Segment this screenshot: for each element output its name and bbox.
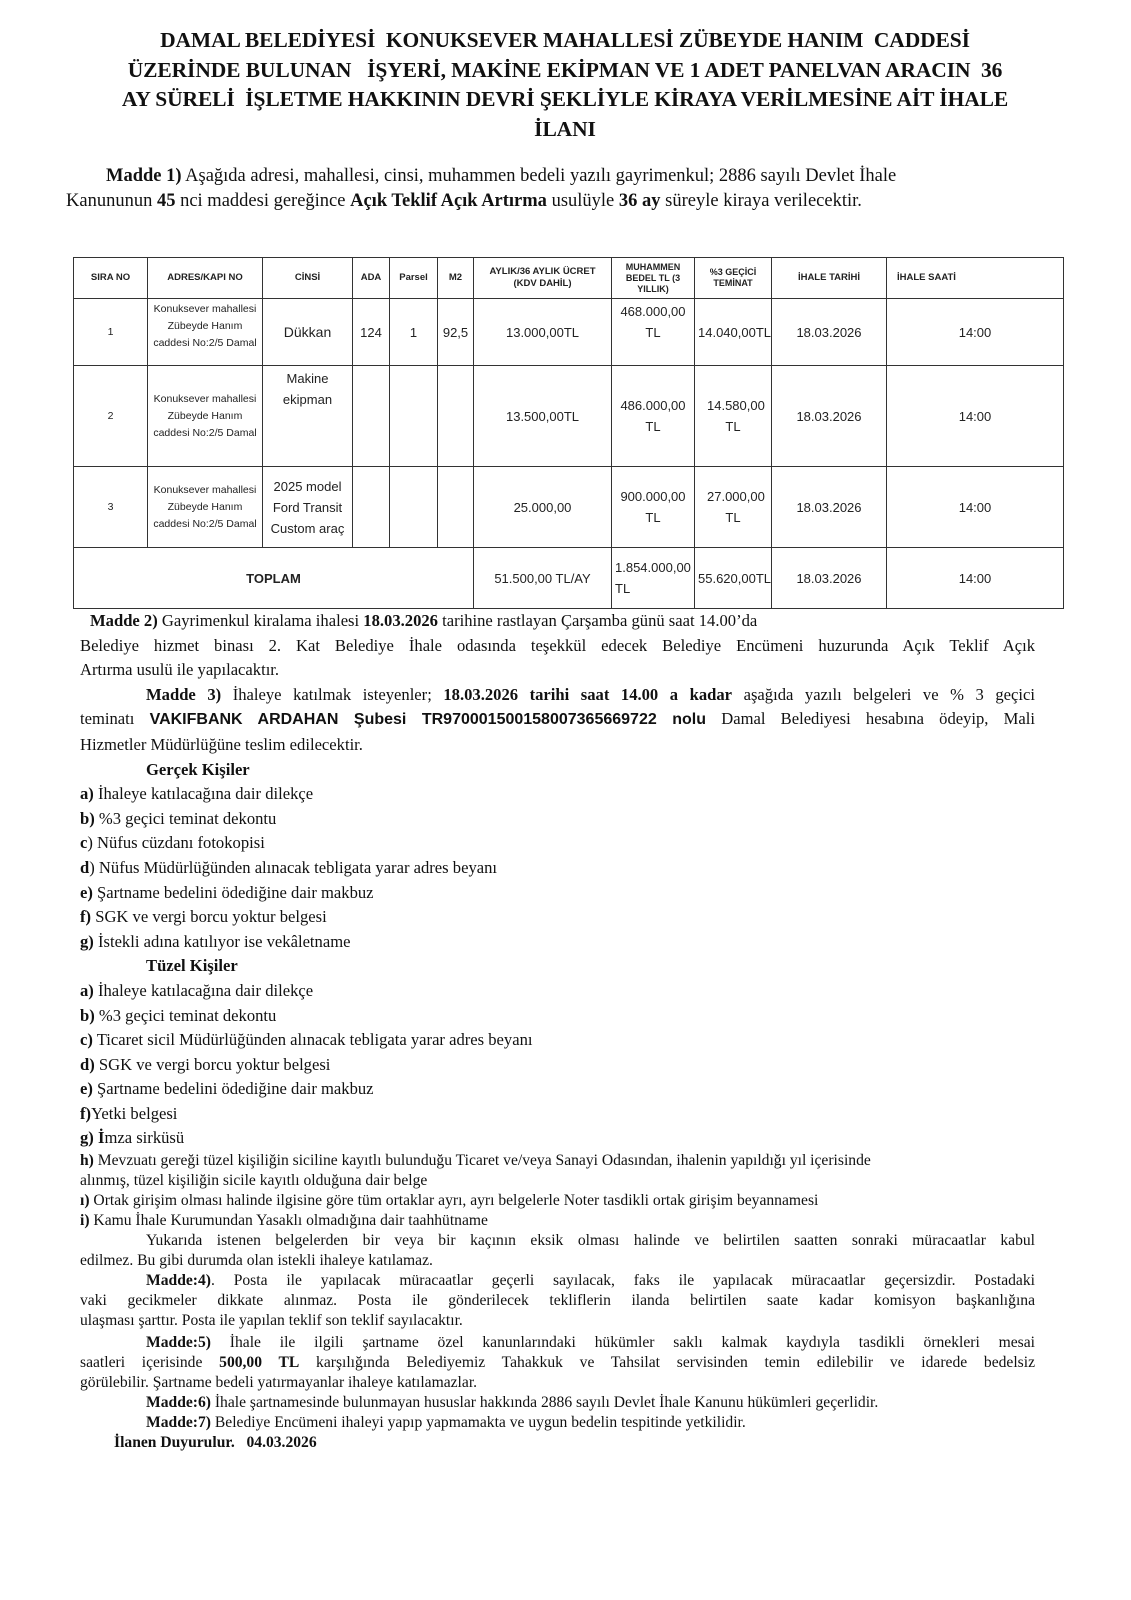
total-aylik: 51.500,00 TL/AY [474,548,612,609]
cell-ada: 124 [353,299,390,366]
madde-6: Madde:6) İhale şartnamesinde bulunmayan hususlar hakkında 2886 sayılı Devlet İhale Kanunu hükümleri geçerlidir. [146,1394,879,1412]
total-teminat: 55.620,00TL [695,548,772,609]
title-line: DAMAL BELEDİYESİ KONUKSEVER MAHALLESİ ZÜBEYDE HANIM CADDESİ [160,28,970,52]
section-heading-tuzel: Tüzel Kişiler [146,956,238,976]
cell-adres: Konuksever mahallesi Zübeyde Hanım caddesi No:2/5 Damal [148,467,263,548]
header-tarih: İHALE TARİHİ [772,258,887,299]
header-sira-no: SIRA NO [74,258,148,299]
madde-2: Madde 2) Gayrimenkul kiralama ihalesi 18.03.2026 tarihine rastlayan Çarşamba günü saat 14.00’da [90,611,758,630]
cell-ada [353,467,390,548]
header-parsel: Parsel [390,258,438,299]
table-header-row [74,258,1064,299]
cell-muhammen: 486.000,00 TL [612,366,695,467]
cell-adres: Konuksever mahallesi Zübeyde Hanım caddesi No:2/5 Damal [148,299,263,366]
table-total-row [74,548,1064,609]
table-row [74,467,1064,548]
header-teminat: %3 GEÇİCİ TEMİNAT [695,258,772,299]
cell-m2 [438,366,474,467]
cell-aylik: 13.500,00TL [474,366,612,467]
cell-teminat: 14.580,00 TL [695,366,772,467]
list-item: a) İhaleye katılacağına dair dilekçe [80,980,314,1000]
list-item: ı) Ortak girişim olması halinde ilgisine göre tüm ortaklar ayrı, ayrı belgelerle Noter tasdikli ortak girişim beyannamesi [80,1192,819,1210]
section-heading-gercek: Gerçek Kişiler [146,759,250,779]
list-item: b) %3 geçici teminat dekontu [80,808,277,828]
header-aylik: AYLIK/36 AYLIK ÜCRET (KDV DAHİL) [474,258,612,299]
cell-saat: 14:00 [887,299,1064,366]
cell-muhammen: 900.000,00 TL [612,467,695,548]
title-line: AY SÜRELİ İŞLETME HAKKININ DEVRİ ŞEKLİYLE KİRAYA VERİLMESİNE AİT İHALE [121,87,1009,111]
table-row [74,299,1064,366]
cell-m2 [438,467,474,548]
list-item: d) SGK ve vergi borcu yoktur belgesi [80,1054,331,1074]
cell-parsel [390,467,438,548]
madde-label: Madde 1) [106,166,182,186]
madde-3: Madde 3) İhaleye katılmak isteyenler; 18.03.2026 tarihi saat 14.00 a kadar aşağıda yazılı belgeleri ve % 3 geçici [146,684,1035,704]
madde-5: Madde:5) İhale ile ilgili şartname özel kanunlarındaki hükümler saklı kalmak kaydıyla tasdikli örnekleri mesai [146,1334,1035,1352]
list-item: f)Yetki belgesi [80,1103,178,1123]
header-muhammen: MUHAMMEN BEDEL TL (3 YILLIK) [612,258,695,299]
header-ada: ADA [353,258,390,299]
total-muhammen: 1.854.000,00 TL [612,548,695,609]
list-item: g) İstekli adına katılıyor ise vekâletname [80,931,351,951]
cell-aylik: 25.000,00 [474,467,612,548]
cell-sira-no: 3 [74,467,148,548]
cell-sira-no: 1 [74,299,148,366]
total-saat: 14:00 [887,548,1064,609]
eksik-belge-note: Yukarıda istenen belgelerden bir veya bir kaçının eksik olması halinde ve belirtilen saatten sonraki müracaatlar kabul [146,1232,1035,1250]
title-line: İLANI [534,116,596,141]
header-cinsi: CİNSİ [263,258,353,299]
list-item: i) Kamu İhale Kurumundan Yasaklı olmadığına dair taahhütname [80,1212,488,1230]
list-item: e) Şartname bedelini ödediğine dair makbuz [80,1079,374,1099]
list-item: h) Mevzuatı gereği tüzel kişiliğin siciline kayıtlı bulunduğu Ticaret ve/veya Sanayi Odasından, ihalenin yapıldığı yıl içerisinde alınmış, tüzel kişiliğin sicile kayıtlı olduğuna dair belge ı) Ortak girişim olması halinde ilgisine göre tüm ortaklar ayrı, ayrı belgelerle Noter tasdikli ortak girişim beyannamesi i) Kamu İhale Kurumundan Yasaklı olmadığına dair taahhütname Yukarıda istenen belgelerden bir veya bir kaçının eksik olması halinde ve belirtilen saatten sonraki müracaatlar kabul edilmez. Bu gibi durumda olan istekli ihaleye katılamaz. Madde:4). Posta ile yapılacak müracaatlar geçerli sayılacak, faks ile yapılacak müracaatlar geçersizdir. Postadaki vaki gecikmeler dikkate alınmaz. Posta ile gönderilecek tekliflerin ilanda belirtilen saate kadar komisyon başkanlığına ulaşması şarttır. Posta ile yapılan teklif son teklif sayılacaktır. Madde:5) İhale ile ilgili şartname özel kanunlarındaki hükümler saklı kalmak kaydıyla tasdikli örnekleri mesai saatleri içerisinde 500,00 TL karşılığında Belediyemiz Tahakkuk ve Tahsilat servisinden temin edilebilir ve idarede bedelsiz görülebilir. Şartname bedeli yatırmayanlar ihaleye katılamazlar. Madde:6) İhale şartnamesinde bulunmayan hususlar hakkında 2886 sayılı Devlet İhale Kanunu hükümleri geçerlidir. Madde:7) Belediye Encümeni ihaleyi yapıp yapmamakta ve uygun bedelin tespitinde yetkilidir. İlanen Duyurulur. 04.03.2026 [80,1152,1036,1452]
list-item: c) Nüfus cüzdanı fotokopisi [80,833,265,853]
cell-teminat: 14.040,00TL [695,299,772,366]
closing-line: İlanen Duyurulur. 04.03.2026 [114,1434,317,1452]
cell-aylik: 13.000,00TL [474,299,612,366]
header-adres: ADRES/KAPI NO [148,258,263,299]
list-item: d) Nüfus Müdürlüğünden alınacak tebligata yarar adres beyanı [80,857,498,877]
cell-cinsi: Dükkan [263,299,353,366]
header-saat: İHALE SAATİ [887,258,1064,299]
header-m2: M2 [438,258,474,299]
cell-teminat: 27.000,00 TL [695,467,772,548]
cell-saat: 14:00 [887,467,1064,548]
cell-tarih: 18.03.2026 [772,299,887,366]
gercek-kisiler-list [80,782,1035,954]
madde-7: Madde:7) Belediye Encümeni ihaleyi yapıp yapmamakta ve uygun bedelin tespitinde yetkilidir. [146,1414,746,1432]
cell-adres: Konuksever mahallesi Zübeyde Hanım caddesi No:2/5 Damal [148,366,263,467]
cell-tarih: 18.03.2026 [772,366,887,467]
cell-saat: 14:00 [887,366,1064,467]
list-item: g) İmza sirküsü [80,1128,185,1148]
cell-tarih: 18.03.2026 [772,467,887,548]
title-line: ÜZERİNDE BULUNAN İŞYERİ, MAKİNE EKİPMAN VE 1 ADET PANELVAN ARACIN 36 [127,57,1003,82]
ihale-table [73,257,1064,609]
cell-cinsi: 2025 model Ford Transit Custom araç [263,467,353,548]
cell-ada [353,366,390,467]
tuzel-kisiler-list [80,979,1035,1453]
list-item: c) Ticaret sicil Müdürlüğünden alınacak tebligata yarar adres beyanı [80,1030,533,1050]
cell-cinsi: Makine ekipman [263,366,353,467]
document-title [60,26,1070,144]
madde-4: Madde:4). Posta ile yapılacak müracaatlar geçerli sayılacak, faks ile yapılacak müracaatlar geçersizdir. Postadaki [146,1272,1035,1290]
cell-parsel [390,366,438,467]
list-item: f) SGK ve vergi borcu yoktur belgesi [80,907,327,927]
document-body: Madde 2) Gayrimenkul kiralama ihalesi 18.03.2026 tarihine rastlayan Çarşamba günü saat 14.00’da Belediye hizmet binası 2. Kat Belediye İhale odasında teşekkül edecek Belediye Encümeni huzurunda Açık Teklif Açık Artırma usulü ile yapılacaktır. Madde 3) İhaleye katılmak isteyenler; 18.03.2026 tarihi saat 14.00 a kadar aşağıda yazılı belgeleri ve % 3 geçici teminatı VAKIFBANK ARDAHAN Şubesi TR970001500158007365669722 nolu Damal Belediyesi hesabına ödeyip, Mali Hizmetler Müdürlüğüne teslim edilecektir. Gerçek Kişiler a) İhaleye katılacağına dair dilekçe b) %3 geçici teminat dekontu c) Nüfus cüzdanı fotokopisi d) Nüfus Müdürlüğünden alınacak tebligata yarar adres beyanı e) Şartname bedelini ödediğine dair makbuz f) SGK ve vergi borcu yoktur belgesi g) İstekli adına katılıyor ise vekâletname Tüzel Kişiler a) İhaleye katılacağına dair dilekçe b) %3 geçici teminat dekontu c) Ticaret sicil Müdürlüğünden alınacak tebligata yarar adres beyanı d) SGK ve vergi borcu yoktur belgesi e) Şartname bedelini ödediğine dair makbuz f)Yetki belgesi g) İmza sirküsü h) Mevzuatı gereği tüzel kişiliğin siciline kayıtlı bulunduğu Ticaret ve/veya Sanayi Odasından, ihalenin yapıldığı yıl içerisinde alınmış, tüzel kişiliğin sicile kayıtlı olduğuna dair belge ı) Ortak girişim olması halinde ilgisine göre tüm ortaklar ayrı, ayrı belgelerle Noter tasdikli ortak girişim beyannamesi i) Kamu İhale Kurumundan Yasaklı olmadığına dair taahhütname Yukarıda istenen belgelerden bir veya bir kaçının eksik olması halinde ve belirtilen saatten sonraki müracaatlar kabul edilmez. Bu gibi durumda olan istekli ihaleye katılamaz. Madde:4). Posta ile yapılacak müracaatlar geçerli sayılacak, faks ile yapılacak müracaatlar geçersizdir. Postadaki vaki gecikmeler dikkate alınmaz. Posta ile gönderilecek tekliflerin ilanda belirtilen saate kadar komisyon başkanlığına ulaşması şarttır. Posta ile yapılan teklif son teklif sayılacaktır. Madde:5) İhale ile ilgili şartname özel kanunlarındaki hükümler saklı kalmak kaydıyla tasdikli örnekleri mesai saatleri içerisinde 500,00 TL karşılığında Belediyemiz Tahakkuk ve Tahsilat servisinden temin edilebilir ve idarede bedelsiz görülebilir. Şartname bedeli yatırmayanlar ihaleye katılamazlar. Madde:6) İhale şartnamesinde bulunmayan hususlar hakkında 2886 sayılı Devlet İhale Kanunu hükümleri geçerlidir. Madde:7) Belediye Encümeni ihaleyi yapıp yapmamakta ve uygun bedelin tespitinde yetkilidir. İlanen Duyurulur. 04.03.2026 [80,611,1036,1452]
table-row [74,366,1064,467]
announcement-date: 04.03.2026 [246,1434,317,1452]
cell-parsel: 1 [390,299,438,366]
cell-muhammen: 468.000,00 TL [612,299,695,366]
list-item: b) %3 geçici teminat dekontu [80,1005,277,1025]
bank-account: VAKIFBANK ARDAHAN Şubesi TR970001500158007365669722 nolu [149,711,707,729]
list-item: a) İhaleye katılacağına dair dilekçe [80,784,314,804]
madde-1: Madde 1) Aşağıda adresi, mahallesi, cinsi, muhammen bedeli yazılı gayrimenkul; 2886 sayılı Devlet İhale Kanununun 45 nci maddesi gereğince Açık Teklif Açık Artırma usulüyle 36 ay süreyle kiraya verilecektir. [66,166,897,211]
total-label: TOPLAM [74,548,474,609]
total-tarih: 18.03.2026 [772,548,887,609]
cell-sira-no: 2 [74,366,148,467]
list-item: e) Şartname bedelini ödediğine dair makbuz [80,882,374,902]
cell-m2: 92,5 [438,299,474,366]
